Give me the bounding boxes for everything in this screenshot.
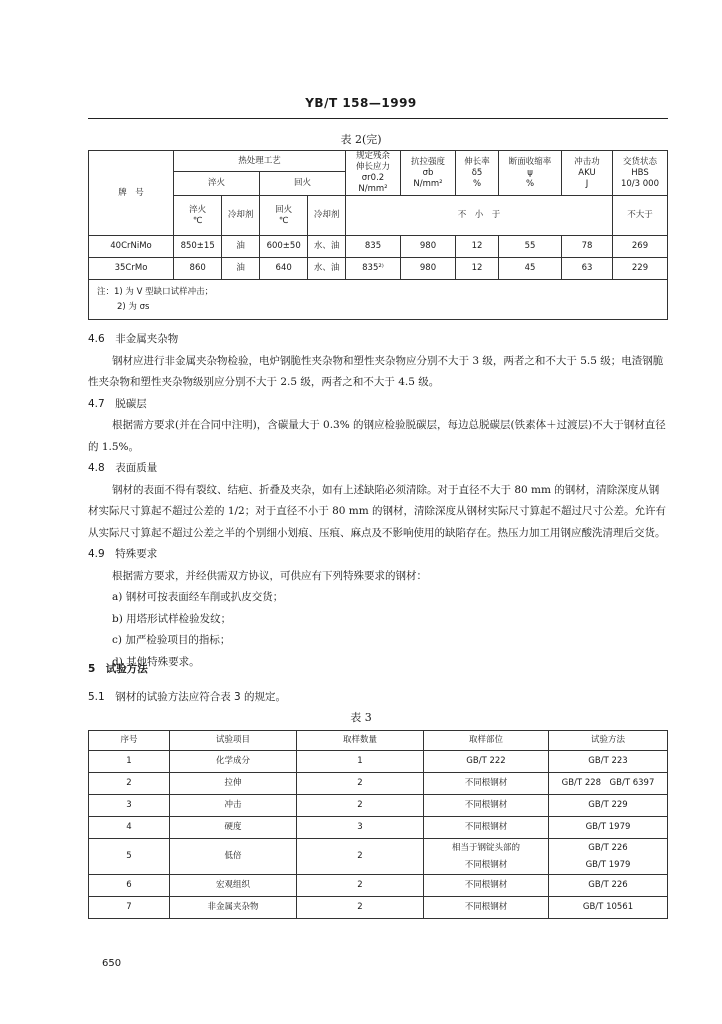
temper-coolant-header: 冷却剂 <box>308 196 346 236</box>
temper-header: 回火 <box>259 172 345 196</box>
cell: 化学成分 <box>170 751 297 773</box>
elongation-header: 伸长率 δ5 % <box>456 151 499 196</box>
cell: GB/T 223 <box>549 751 668 773</box>
cell: 油 <box>222 236 260 258</box>
cell: 55 <box>499 236 562 258</box>
table2-caption: 表 2(完) <box>340 133 382 146</box>
table-row <box>89 258 668 280</box>
not-greater-than-label: 不大于 <box>613 196 668 236</box>
cell: 980 <box>401 236 456 258</box>
section-4-8-heading: 4.8 表面质量 <box>88 462 158 474</box>
table-row <box>89 751 668 773</box>
cell: 不同根钢材 <box>424 897 549 919</box>
cell: 12 <box>456 236 499 258</box>
cell: 63 <box>562 258 613 280</box>
cell: 229 <box>613 258 668 280</box>
section-5-heading: 5 试验方法 <box>88 663 148 675</box>
cell: GB/T 1979 <box>549 817 668 839</box>
table-row <box>89 817 668 839</box>
cell: 40CrNiMo <box>89 236 174 258</box>
not-less-than-label: 不 小 于 <box>346 196 613 236</box>
col-header: 试验方法 <box>549 731 668 751</box>
temper-temp-header: 回火 ℃ <box>259 196 307 236</box>
note-1: 注：1) 为 V 型缺口试样冲击； <box>97 286 214 297</box>
cell <box>424 839 549 875</box>
cell: 5 <box>89 839 170 875</box>
cell: 2 <box>297 875 424 897</box>
cell: 非金属夹杂物 <box>170 897 297 919</box>
cell: 78 <box>562 236 613 258</box>
cell: 850±15 <box>174 236 222 258</box>
cell: 1 <box>297 751 424 773</box>
cell: 600±50 <box>259 236 307 258</box>
cell: 2 <box>297 773 424 795</box>
cell: 12 <box>456 258 499 280</box>
cell: GB/T 229 <box>549 795 668 817</box>
cell: 1 <box>89 751 170 773</box>
section-4-7-heading: 4.7 脱碳层 <box>88 397 147 410</box>
cell: 水、油 <box>308 258 346 280</box>
col-header: 取样部位 <box>424 731 549 751</box>
heat-treatment-header: 热处理工艺 <box>174 151 346 172</box>
list-item: d) 其他特殊要求。 <box>112 655 200 668</box>
section-4-6-heading: 4.6 非金属夹杂物 <box>88 333 179 345</box>
section-5-1-text: 5.1 钢材的试验方法应符合表 3 的规定。 <box>88 690 287 703</box>
cell: 6 <box>89 875 170 897</box>
cell: GB/T 228 GB/T 6397 <box>549 773 668 795</box>
cell: 2 <box>89 773 170 795</box>
cell: 835 <box>346 236 401 258</box>
list-item: b) 用塔形试样检验发纹； <box>112 612 232 625</box>
cell-line: 相当于钢锭头部的 <box>451 842 520 853</box>
col-header: 试验项目 <box>170 731 297 751</box>
tensile-header: 抗拉强度 σb N/mm² <box>401 151 456 196</box>
cell: 860 <box>174 258 222 280</box>
table2-notes <box>89 280 668 320</box>
cell: 35CrMo <box>89 258 174 280</box>
quench-header: 淬火 <box>174 172 260 196</box>
section-4-8-text: 钢材的表面不得有裂纹、结疤、折叠及夹杂，如有上述缺陷必须清除。对于直径不大于 80 mm 的钢材，清除深度从钢材实际尺寸算起不超过公差的 1/2；对于直径不小于 80 mm 的钢材，清除深度从钢材实际尺寸算起不超过尺寸公差。允许有从实际尺寸算起不超过公差之半的个别细小划痕、压痕、麻点及不影响使用的缺陷存在。热压力加工用钢应酸洗清理后交货。 <box>88 483 667 539</box>
impact-header: 冲击功 AKU J <box>562 151 613 196</box>
section-4-9-heading: 4.9 特殊要求 <box>88 548 158 560</box>
list-item: a) 钢材可按表面经车削或扒皮交货； <box>112 591 284 603</box>
cell: 低倍 <box>170 839 297 875</box>
quench-temp-header: 淬火 ℃ <box>174 196 222 236</box>
table-row <box>89 875 668 897</box>
cell: 835²⁾ <box>346 258 401 280</box>
cell: 4 <box>89 817 170 839</box>
table3-caption: 表 3 <box>350 711 372 724</box>
cell: 不同根钢材 <box>424 773 549 795</box>
cell: 45 <box>499 258 562 280</box>
cell: 水、油 <box>308 236 346 258</box>
cell: 2 <box>297 839 424 875</box>
cell: GB/T 222 <box>424 751 549 773</box>
header-rule <box>88 118 668 119</box>
table-row <box>89 839 668 875</box>
standard-code: YB/T 158—1999 <box>305 96 417 110</box>
cell: GB/T 10561 <box>549 897 668 919</box>
page-number: 650 <box>102 958 122 969</box>
cell: 冲击 <box>170 795 297 817</box>
section-4-6-text: 钢材应进行非金属夹杂物检验，电炉钢脆性夹杂物和塑性夹杂物应分别不大于 3 级，两者之和不大于 5.5 级；电渣钢脆性夹杂物和塑性夹杂物级别应分别不大于 2.5 级，两者之和不大于 4.5 级。 <box>88 354 664 388</box>
cell: 2 <box>297 795 424 817</box>
reduction-header: 断面收缩率 ψ % <box>499 151 562 196</box>
col-header: 序号 <box>89 731 170 751</box>
cell-line: GB/T 226 <box>588 842 628 853</box>
cell: 269 <box>613 236 668 258</box>
section-4-7-text: 根据需方要求(并在合同中注明)，含碳量大于 0.3% 的钢应检验脱碳层，每边总脱碳层(铁素体＋过渡层)不大于钢材直径的 1.5%。 <box>88 419 666 453</box>
cell <box>549 839 668 875</box>
table-2 <box>88 150 668 320</box>
table-row <box>89 773 668 795</box>
cell: 3 <box>89 795 170 817</box>
section-5 <box>88 659 668 708</box>
table-row <box>89 897 668 919</box>
delivery-header: 交货状态 HBS 10/3 000 <box>613 151 668 196</box>
cell: 980 <box>401 258 456 280</box>
cell-line: 不同根钢材 <box>464 859 508 870</box>
cell: 3 <box>297 817 424 839</box>
cell: 7 <box>89 897 170 919</box>
table-row <box>89 236 668 258</box>
cell: 油 <box>222 258 260 280</box>
note-2: 2) 为 σs <box>117 301 150 312</box>
cell: 硬度 <box>170 817 297 839</box>
yield-header: 规定残余 伸长应力 σr0.2 N/mm² <box>346 151 401 196</box>
col-header: 取样数量 <box>297 731 424 751</box>
cell: 2 <box>297 897 424 919</box>
cell: 不同根钢材 <box>424 817 549 839</box>
cell: GB/T 226 <box>549 875 668 897</box>
cell: 640 <box>259 258 307 280</box>
cell: 宏观组织 <box>170 875 297 897</box>
cell: 拉伸 <box>170 773 297 795</box>
cell-line: GB/T 1979 <box>585 859 631 870</box>
body-text <box>88 329 668 673</box>
grade-header: 牌 号 <box>89 151 174 236</box>
table-3 <box>88 730 668 919</box>
cell: 不同根钢材 <box>424 875 549 897</box>
section-4-9-text: 根据需方要求，并经供需双方协议，可供应有下列特殊要求的钢材： <box>112 569 427 582</box>
quench-coolant-header: 冷却剂 <box>222 196 260 236</box>
table-row <box>89 795 668 817</box>
list-item: c) 加严检验项目的指标； <box>112 634 231 646</box>
cell: 不同根钢材 <box>424 795 549 817</box>
